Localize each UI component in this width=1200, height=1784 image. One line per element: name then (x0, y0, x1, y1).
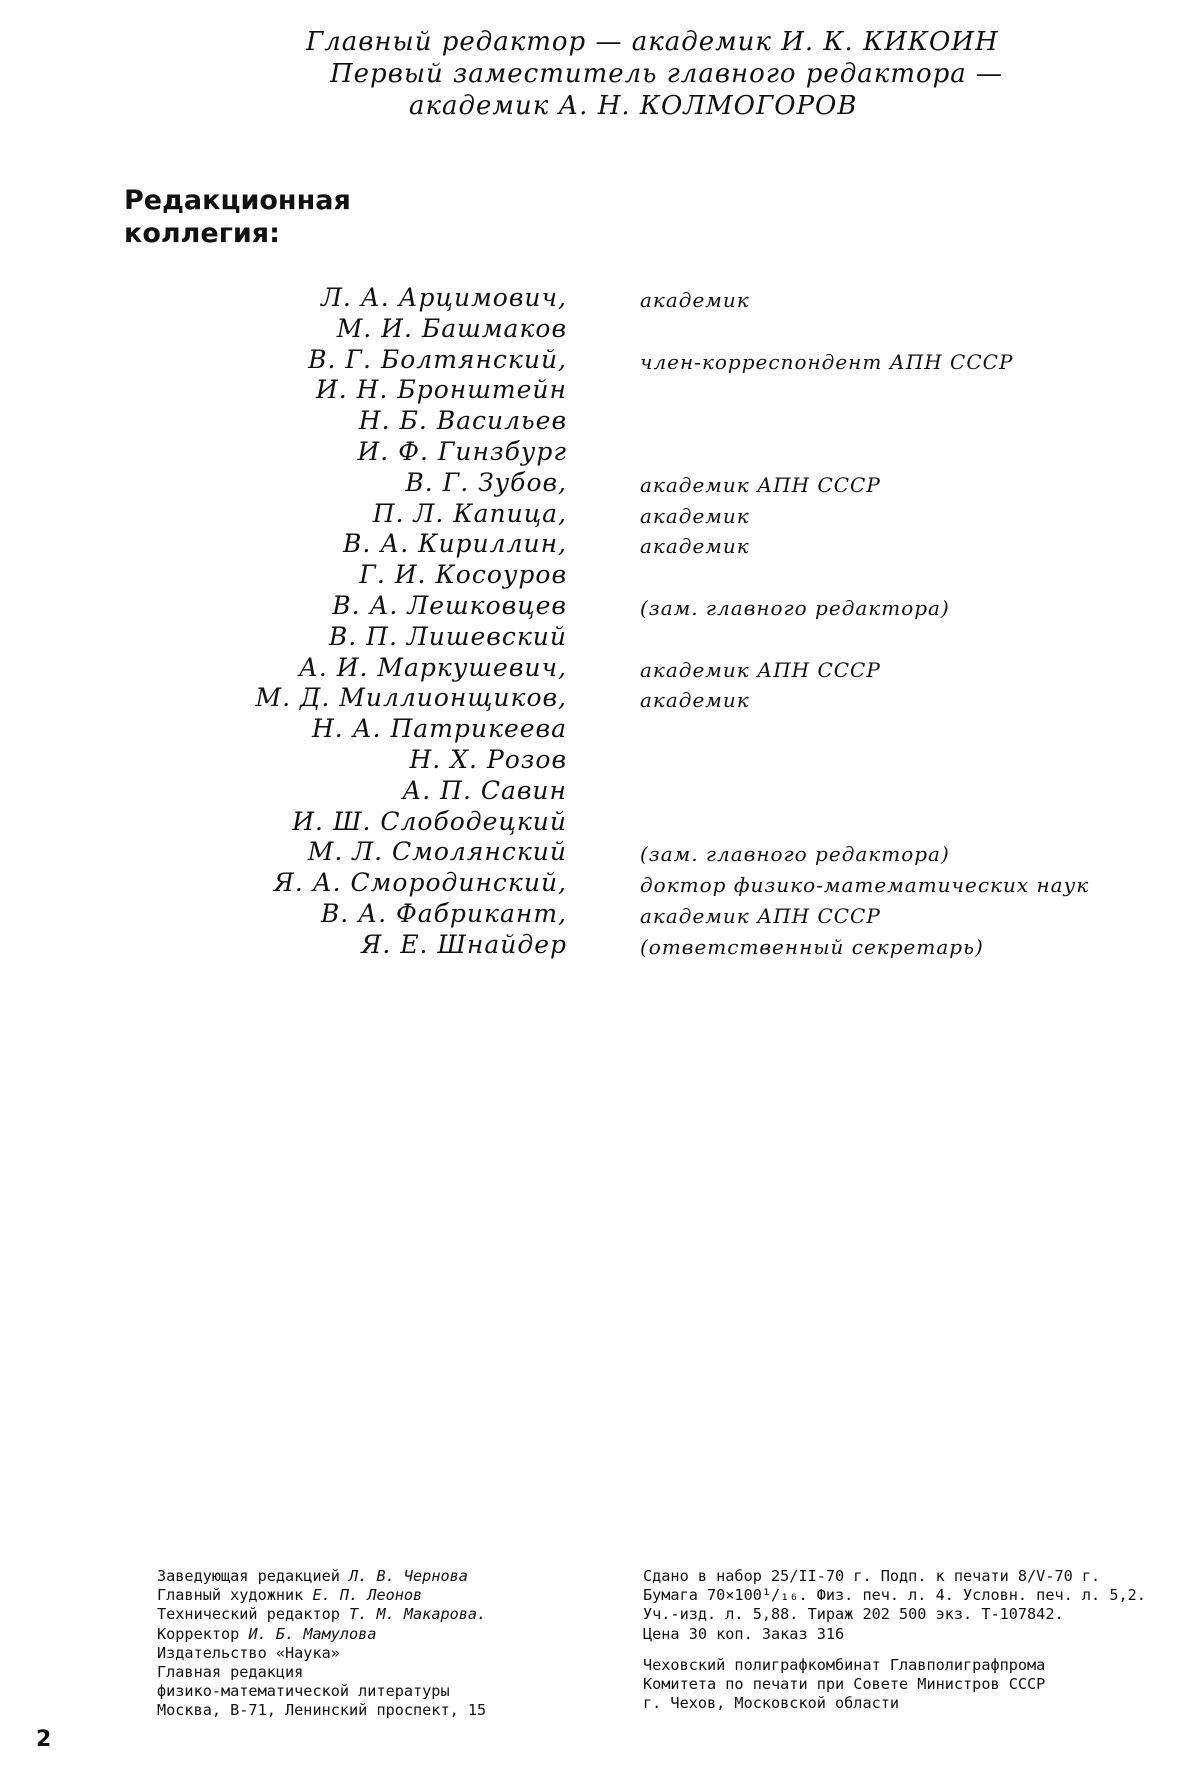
imprint-printer-line: г. Чехов, Московской области (643, 1694, 900, 1713)
member-name: Я. Е. Шнайдер (361, 929, 567, 959)
member-role: академик АПН СССР (640, 657, 881, 682)
member-name: А. И. Маркушевич, (298, 652, 567, 682)
member-name: Я. А. Смородинский, (273, 868, 567, 898)
imprint-staff-block (157, 1567, 486, 1721)
imprint-print-line: Бумага 70×100¹/₁₆. Физ. печ. л. 4. Условн. печ. л. 5,2. (643, 1586, 1146, 1605)
board-member-row (0, 437, 1200, 468)
member-name: М. Д. Миллионщиков, (255, 683, 567, 713)
member-name: В. А. Кириллин, (343, 529, 567, 559)
chief-editor-line: Главный редактор — академик И. К. КИКОИН (306, 27, 999, 57)
board-member-row (0, 899, 1200, 930)
imprint-tech-editor-line (157, 1605, 486, 1624)
imprint-artist-line (157, 1586, 486, 1605)
member-name: В. Г. Болтянский, (308, 344, 567, 374)
editorial-board-list (0, 283, 1200, 961)
imprint-artist-name: Е. П. Леонов (312, 1586, 423, 1605)
imprint-artist-label: Главный художник (157, 1586, 304, 1605)
member-role: (зам. главного редактора) (640, 595, 950, 620)
member-name: И. Ф. Гинзбург (357, 436, 567, 466)
member-name: Г. И. Косоуров (359, 560, 567, 590)
board-member-row (0, 776, 1200, 807)
imprint-print-line: Сдано в набор 25/II-70 г. Подп. к печати 8/V-70 г. (643, 1567, 1101, 1585)
imprint-print-line: Уч.-изд. л. 5,88. Тираж 202 500 экз. Т-107842. (643, 1605, 1064, 1624)
editorial-board-heading (124, 184, 351, 250)
board-member-row (0, 837, 1200, 868)
member-name: В. А. Лешковцев (332, 590, 567, 620)
board-member-row (0, 345, 1200, 376)
imprint-editor-name: Л. В. Чернова (349, 1567, 468, 1585)
imprint-editor-line (157, 1567, 486, 1586)
board-member-row (0, 529, 1200, 560)
member-name: В. П. Лишевский (328, 621, 567, 651)
member-name: Н. Х. Розов (409, 744, 567, 774)
board-member-row (0, 745, 1200, 776)
member-name: И. Н. Бронштейн (315, 375, 567, 405)
member-role: (зам. главного редактора) (640, 842, 950, 867)
imprint-printer-line: Чеховский полиграфкомбинат Главполиграфпрома (643, 1655, 1046, 1674)
member-name: Н. А. Патрикеева (311, 714, 567, 744)
imprint-address-line: Москва, В-71, Ленинский проспект, 15 (157, 1701, 487, 1720)
imprint-publisher-line: физико-математической литературы (157, 1682, 450, 1701)
board-member-row (0, 868, 1200, 899)
board-member-row (0, 714, 1200, 745)
member-role: академик (640, 288, 750, 312)
member-role: член-корреспондент АПН СССР (640, 349, 1014, 374)
member-name: В. Г. Зубов, (405, 467, 567, 497)
imprint-printing-block (643, 1567, 1146, 1713)
member-role: академик (640, 503, 750, 528)
member-role: (ответственный секретарь) (640, 934, 984, 959)
board-member-row (0, 375, 1200, 406)
deputy-editor-name-line: академик А. Н. КОЛМОГОРОВ (409, 91, 858, 121)
member-role: академик (640, 534, 750, 559)
board-member-row (0, 560, 1200, 591)
editorial-board-heading-line1: Редакционная (124, 185, 351, 216)
board-member-row (0, 283, 1200, 314)
member-name: П. Л. Капица, (372, 498, 567, 528)
board-member-row (0, 807, 1200, 838)
board-member-row (0, 930, 1200, 961)
deputy-editor-line: Первый заместитель главного редактора — (330, 59, 1004, 89)
board-member-row (0, 468, 1200, 499)
member-name: А. П. Савин (402, 775, 567, 805)
imprint-publisher-line: Главная редакция (157, 1663, 304, 1682)
board-member-row (0, 406, 1200, 437)
board-member-row (0, 622, 1200, 653)
page-number: 2 (36, 1727, 52, 1752)
member-role: академик АПН СССР (640, 472, 881, 497)
imprint-corrector-line (157, 1625, 486, 1644)
member-name: М. И. Башмаков (336, 313, 567, 343)
editorial-board-heading-line2: коллегия: (124, 218, 280, 249)
imprint-publisher-line: Издательство «Наука» (157, 1643, 340, 1662)
imprint-editor-label: Заведующая редакцией (157, 1567, 340, 1585)
member-name: И. Ш. Слободецкий (292, 806, 567, 836)
member-role: доктор физико-математических наук (640, 873, 1090, 898)
member-name: Н. Б. Васильев (358, 406, 567, 436)
member-name: В. А. Фабрикант, (320, 898, 567, 928)
imprint-spacer (643, 1644, 1146, 1656)
board-member-row (0, 314, 1200, 345)
member-role: академик АПН СССР (640, 903, 881, 928)
member-role: академик (640, 688, 750, 713)
board-member-row (0, 591, 1200, 622)
board-member-row (0, 653, 1200, 684)
imprint-printer-line: Комитета по печати при Совете Министров СССР (643, 1675, 1046, 1694)
imprint-corrector-label: Корректор (157, 1624, 240, 1643)
board-member-row (0, 499, 1200, 530)
imprint-price-line: Цена 30 коп. Заказ 316 (643, 1624, 845, 1643)
imprint-corrector-name: И. Б. Мамулова (248, 1624, 377, 1643)
imprint-tech-label: Технический редактор (157, 1605, 340, 1624)
member-name: М. Л. Смолянский (307, 837, 567, 867)
imprint-tech-name: Т. М. Макарова. (349, 1605, 487, 1624)
member-name: Л. А. Арцимович, (321, 283, 567, 312)
board-member-row (0, 683, 1200, 714)
